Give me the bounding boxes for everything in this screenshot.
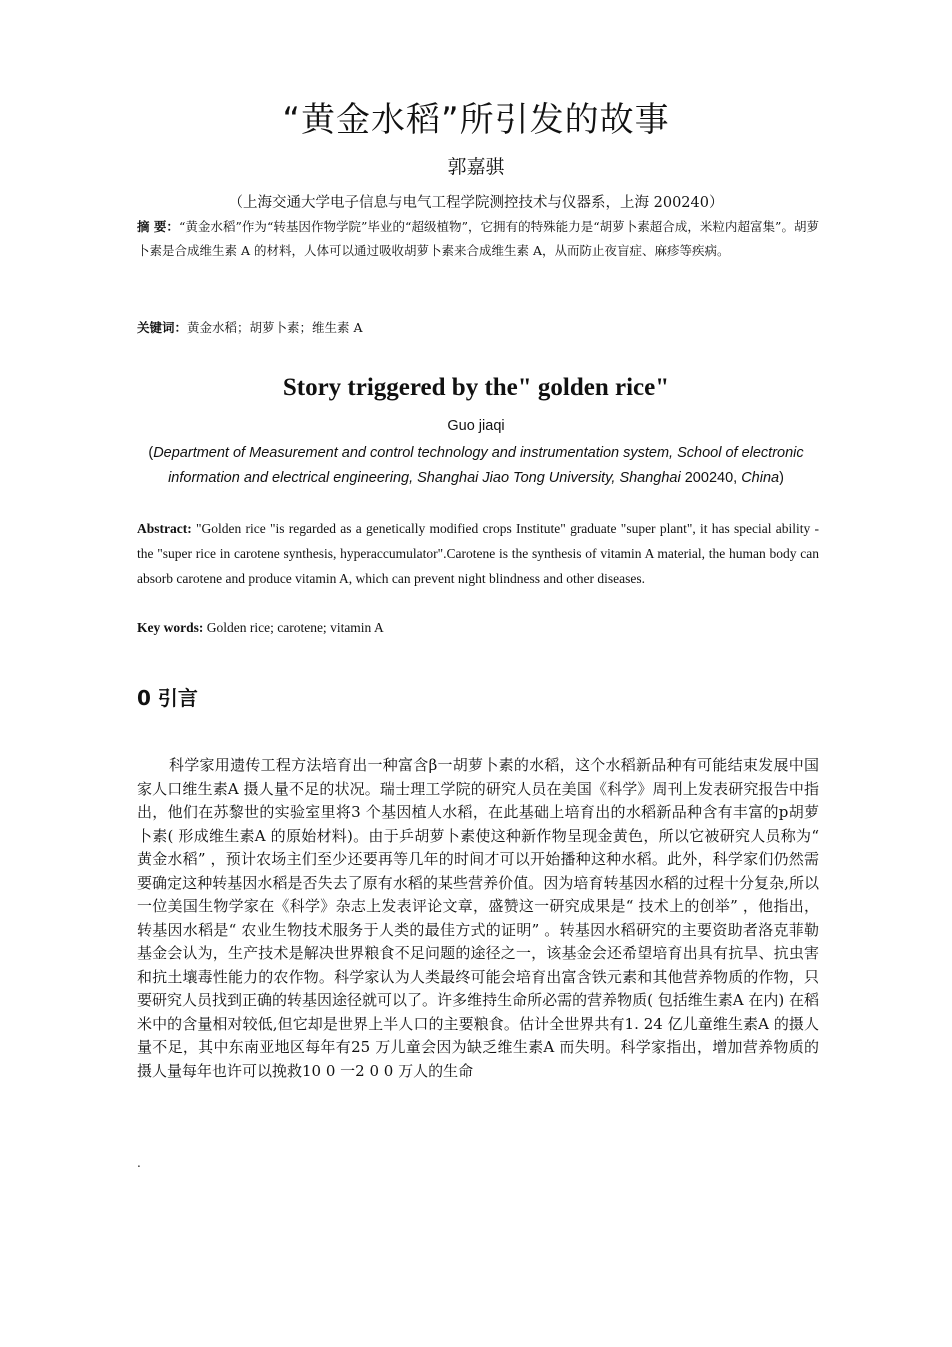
chinese-abstract-label: 摘 要： xyxy=(137,219,179,234)
english-author: Guo jiaqi xyxy=(447,418,505,434)
chinese-author: 郭嘉骐 xyxy=(447,156,505,178)
english-abstract xyxy=(137,516,819,591)
chinese-affiliation: （上海交通大学电子信息与电气工程学院测控技术与仪器系，上海 200240） xyxy=(228,195,724,211)
english-abstract-text: "Golden rice "is regarded as a genetically modified crops Institute" graduate "super plant", it has special ability - the "super rice in carotene synthesis, hyperaccumulator".Carotene is the synthesis of vitamin A material, the human body can absorb carotene and produce vitamin A, which can prevent night blindness and other diseases. xyxy=(137,521,819,586)
chinese-abstract-text: “黄金水稻”作为“转基因作物学院”毕业的“超级植物”，它拥有的特殊能力是“胡萝卜素超合成，米粒内超富集”。胡萝卜素是合成维生素 A 的材料，人体可以通过吸收胡萝卜素来合成维生素 A，从而防止夜盲症、麻疹等疾病。 xyxy=(137,219,819,258)
section-body: 科学家用遗传工程方法培育出一种富含β一胡萝卜素的水稻，这个水稻新品种有可能结束发展中国家人口维生素A 摄人量不足的状况。瑞士理工学院的研究人员在美国《科学》周刊上发表研究报告中指出，他们在苏黎世的实验室里将3 个基因植人水稻，在此基础上培育出的水稻新品种含有丰富的p胡萝卜素( 形成维生素A 的原始材料)。由于乒胡萝卜素使这种新作物呈现金黄色，所以它被研究人员称为“ 黄金水稻” ，预计农场主们至少还要再等几年的时间才可以开始播种这种水稻。此外，科学家们仍然需要确定这种转基因水稻是否失去了原有水稻的某些营养价值。因为培育转基因水稻的过程十分复杂,所以一位美国生物学家在《科学》杂志上发表评论文章，盛赞这一研究成果是“ 技术上的创举” ，他指出，转基因水稻是“ 农业生物技术服务于人类的最佳方式的证明” 。转基因水稻研究的主要资助者洛克菲勒基金会认为，生产技术是解决世界粮食不足问题的途径之一，该基金会还希望培育出具有抗旱、抗虫害和抗土壤毒性能力的农作物。科学家认为人类最终可能会培育出富含铁元素和其他营养物质的作物，只要研究人员找到正确的转基因途径就可以了。许多维持生命所必需的营养物质( 包括维生素A 在内) 在稻米中的含量相对较低,但它却是世界上半人口的主要粮食。估计全世界共有1. 24 亿儿童维生素A 的摄人量不足，其中东南亚地区每年有25 万儿童会因为缺乏维生素A 而失明。科学家指出，增加营养物质的摄人量每年也许可以挽救10 0 一2 0 0 万人的生命 xyxy=(137,756,819,1080)
affiliation-close-paren: ) xyxy=(779,469,784,486)
section-heading: 0 引言 xyxy=(137,686,198,710)
affiliation-country: China xyxy=(741,469,780,486)
chinese-title: “黄金水稻”所引发的故事 xyxy=(282,100,670,140)
affiliation-zip: 200240, xyxy=(680,469,742,486)
chinese-keywords xyxy=(137,318,819,338)
english-keywords xyxy=(137,618,819,638)
english-keywords-label: Key words: xyxy=(137,620,204,635)
english-title: Story triggered by the" golden rice" xyxy=(282,374,670,401)
trailing-mark: . xyxy=(137,1156,141,1170)
chinese-abstract xyxy=(137,215,819,263)
english-abstract-label: Abstract: xyxy=(137,521,192,536)
affiliation-open-paren: ( xyxy=(148,445,154,461)
chinese-keywords-text: 黄金水稻；胡萝卜素；维生素 A xyxy=(187,320,363,335)
affiliation-department: Department of Measurement and control technology and instrumentation system, School of electronic information and electrical engineering, Shanghai Jiao Tong University, Shanghai xyxy=(153,445,804,486)
chinese-keywords-label: 关键词： xyxy=(137,320,188,335)
english-affiliation xyxy=(130,441,822,490)
english-keywords-text: Golden rice; carotene; vitamin A xyxy=(203,620,384,635)
